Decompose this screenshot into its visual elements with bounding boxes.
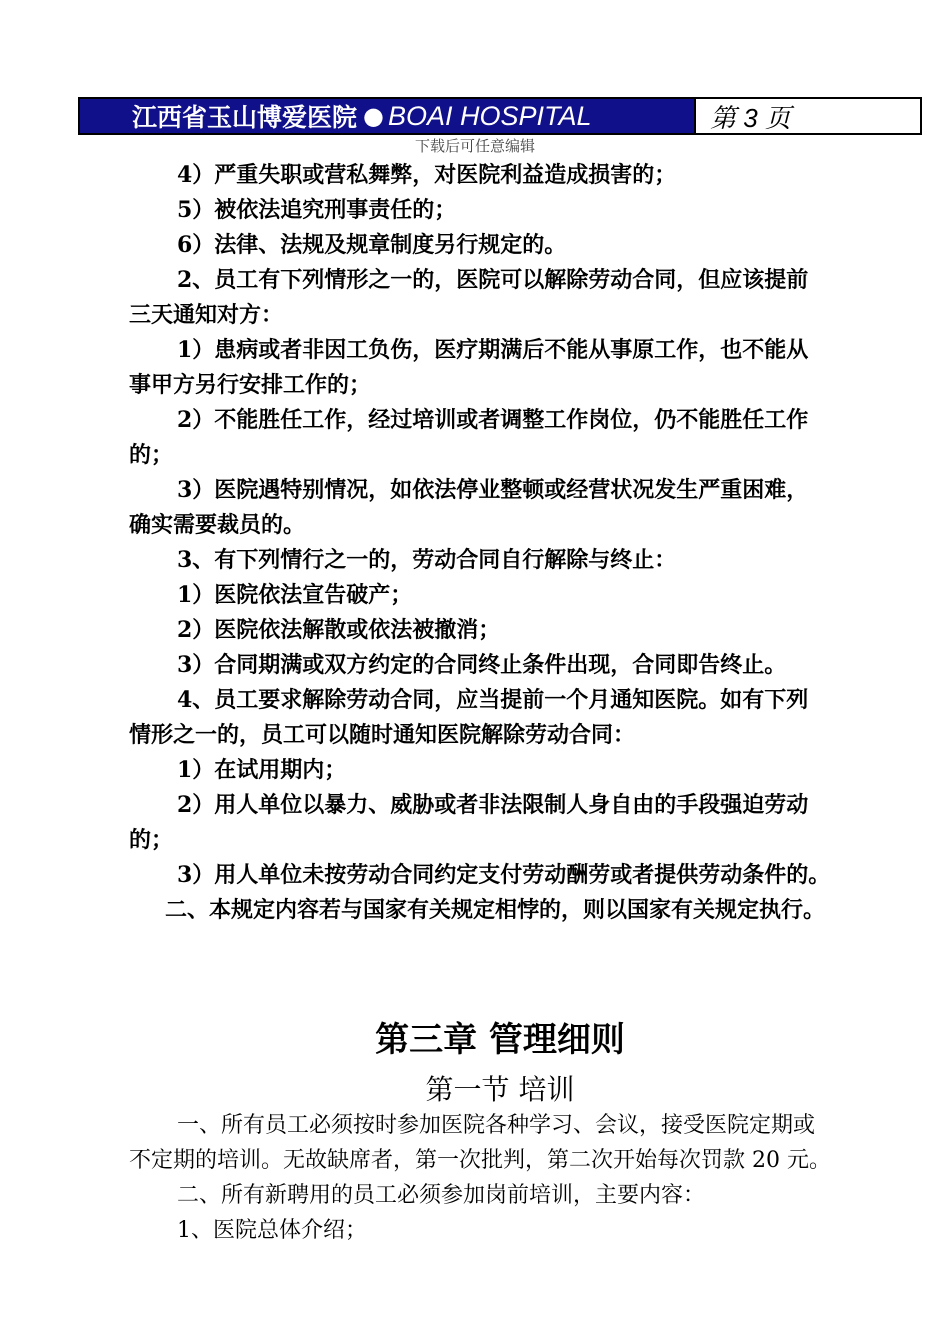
paragraph-line: 的； bbox=[129, 827, 174, 853]
paragraph-line: 1）患病或者非因工负伤，医疗期满后不能从事原工作，也不能从 bbox=[177, 337, 809, 363]
body-text bbox=[129, 158, 873, 928]
paragraph-line: 事甲方另行安排工作的； bbox=[129, 372, 372, 398]
chapter-title: 第三章 管理细则 bbox=[375, 1020, 625, 1060]
paragraph-line: 1、医院总体介绍； bbox=[177, 1218, 367, 1243]
section-title: 第一节 培训 bbox=[425, 1073, 575, 1106]
section-body-text bbox=[129, 1108, 873, 1248]
paragraph-line: 三天通知对方： bbox=[129, 302, 284, 328]
paragraph-line: 3）医院遇特别情况，如依法停业整顿或经营状况发生严重困难， bbox=[177, 477, 809, 503]
paragraph-line: 3）用人单位未按劳动合同约定支付劳动酬劳或者提供劳动条件的。 bbox=[177, 862, 831, 888]
paragraph-line: 4、员工要求解除劳动合同，应当提前一个月通知医院。如有下列 bbox=[177, 687, 809, 713]
paragraph-line: 2、员工有下列情形之一的，医院可以解除劳动合同，但应该提前 bbox=[177, 267, 809, 293]
hospital-banner bbox=[80, 99, 694, 133]
paragraph-line: 6）法律、法规及规章制度另行规定的。 bbox=[177, 232, 567, 258]
paragraph-line: 1）医院依法宣告破产； bbox=[177, 582, 413, 608]
paragraph-line: 5）被依法追究刑事责任的； bbox=[177, 197, 457, 223]
paragraph-line: 情形之一的，员工可以随时通知医院解除劳动合同： bbox=[129, 722, 636, 748]
hospital-name-en: BOAI HOSPITAL bbox=[387, 100, 592, 131]
paragraph-line: 二、本规定内容若与国家有关规定相悖的，则以国家有关规定执行。 bbox=[165, 897, 826, 923]
paragraph-line: 2）不能胜任工作，经过培训或者调整工作岗位，仍不能胜任工作 bbox=[177, 407, 809, 433]
bullet-icon: ● bbox=[363, 102, 384, 130]
paragraph-line: 3、有下列情行之一的，劳动合同自行解除与终止： bbox=[177, 547, 677, 573]
paragraph-line: 一、所有员工必须按时参加医院各种学习、会议，接受医院定期或 bbox=[177, 1113, 816, 1138]
paragraph-line: 的； bbox=[129, 442, 174, 468]
paragraph-line: 1）在试用期内； bbox=[177, 757, 347, 783]
paragraph-line: 二、所有新聘用的员工必须参加岗前培训，主要内容： bbox=[177, 1183, 706, 1208]
paragraph-line: 4）严重失职或营私舞弊，对医院利益造成损害的； bbox=[177, 162, 677, 188]
watermark-text: 下载后可任意编辑 bbox=[414, 137, 535, 155]
hospital-name-cn: 江西省玉山博爱医院 bbox=[132, 103, 358, 132]
paragraph-line: 2）医院依法解散或依法被撤消； bbox=[177, 617, 501, 643]
paragraph-line: 确实需要裁员的。 bbox=[129, 512, 306, 538]
paragraph-line: 3）合同期满或双方约定的合同终止条件出现，合同即告终止。 bbox=[177, 652, 787, 678]
paragraph-line: 2）用人单位以暴力、威胁或者非法限制人身自由的手段强迫劳动 bbox=[177, 792, 809, 818]
paragraph-line: 不定期的培训。无故缺席者，第一次批判，第二次开始每次罚款 20 元。 bbox=[129, 1148, 831, 1173]
page-header bbox=[78, 97, 922, 135]
page-number: 第 3 页 bbox=[694, 99, 920, 133]
